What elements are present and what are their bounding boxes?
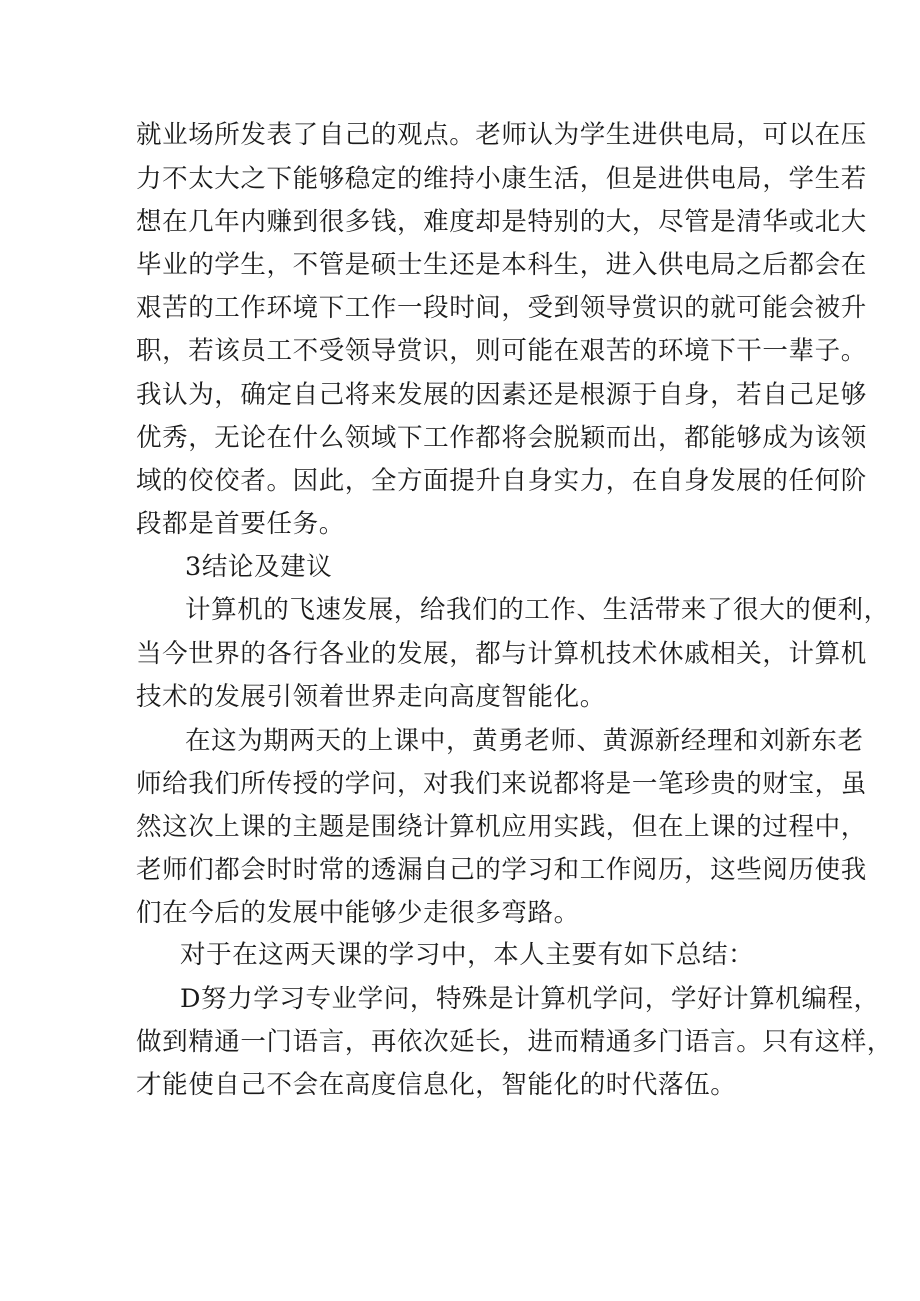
section-heading: 3结论及建议 bbox=[185, 552, 333, 582]
body-line: 然这次上课的主题是围绕计算机应用实践，但在上课的过程中， bbox=[136, 812, 867, 842]
body-line: 想在几年内赚到很多钱，难度却是特别的大，尽管是清华或北大 bbox=[136, 207, 867, 237]
body-line: 老师们都会时时常的透漏自己的学习和工作阅历，这些阅历使我 bbox=[136, 855, 867, 885]
body-line: 计算机的飞速发展，给我们的工作、生活带来了很大的便利， bbox=[185, 595, 890, 625]
list-item-continuation: 做到精通一门语言，再依次延长，进而精通多门语言。只有这样， bbox=[136, 1027, 893, 1057]
body-line: 对于在这两天课的学习中，本人主要有如下总结： bbox=[180, 940, 755, 970]
body-line: 艰苦的工作环境下工作一段时间，受到领导赏识的就可能会被升 bbox=[136, 293, 867, 323]
body-line: 们在今后的发展中能够少走很多弯路。 bbox=[136, 898, 580, 928]
list-item: D努力学习专业学问，特殊是计算机学问，学好计算机编程， bbox=[180, 984, 880, 1014]
body-line: 师给我们所传授的学问，对我们来说都将是一笔珍贵的财宝，虽 bbox=[136, 769, 867, 799]
body-line: 技术的发展引领着世界走向高度智能化。 bbox=[136, 682, 606, 712]
body-line: 段都是首要任务。 bbox=[136, 509, 345, 539]
body-line: 在这为期两天的上课中，黄勇老师、黄源新经理和刘新东老 bbox=[185, 726, 864, 756]
body-line: 就业场所发表了自己的观点。老师认为学生进供电局，可以在压 bbox=[136, 120, 867, 150]
body-line: 域的佼佼者。因此，全方面提升自身实力，在自身发展的任何阶 bbox=[136, 466, 867, 496]
body-line: 职，若该员工不受领导赏识，则可能在艰苦的环境下干一辈子。 bbox=[136, 336, 867, 366]
body-line: 我认为，确定自己将来发展的因素还是根源于自身，若自己足够 bbox=[136, 380, 867, 410]
body-line: 力不太大之下能够稳定的维持小康生活，但是进供电局，学生若 bbox=[136, 164, 867, 194]
body-line: 优秀，无论在什么领域下工作都将会脱颖而出，都能够成为该领 bbox=[136, 423, 867, 453]
body-line: 当今世界的各行各业的发展，都与计算机技术休戚相关，计算机 bbox=[136, 639, 867, 669]
body-line: 毕业的学生，不管是硕士生还是本科生，进入供电局之后都会在 bbox=[136, 250, 867, 280]
list-item-continuation: 才能使自己不会在高度信息化，智能化的时代落伍。 bbox=[136, 1070, 737, 1100]
